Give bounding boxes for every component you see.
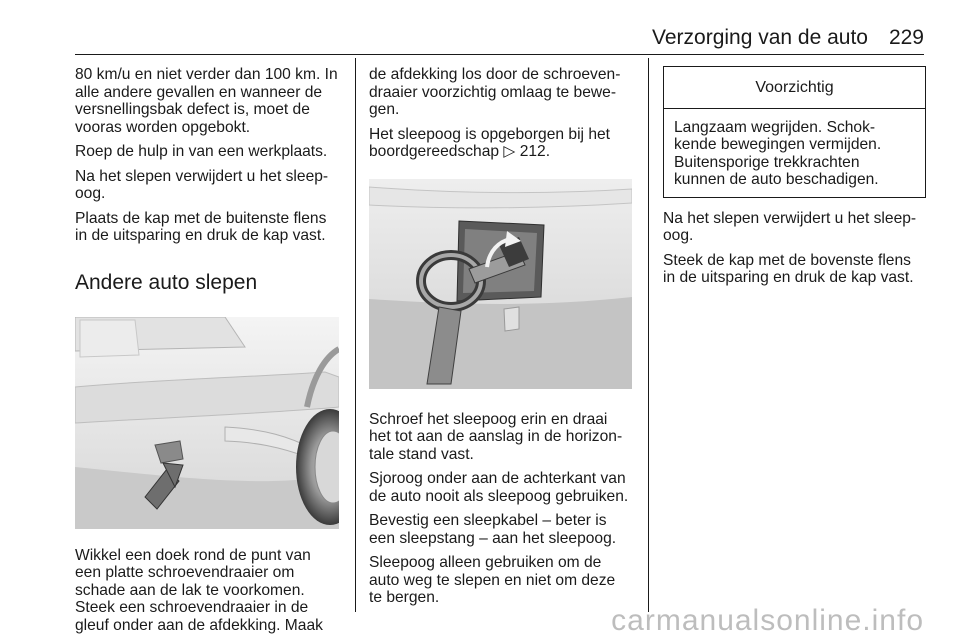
paragraph: de afdekking los door de schroeven- draaier voorzichtig omlaag te bewe- gen.: [369, 66, 621, 118]
paragraph: Plaats de kap met de buitenste flens in de uitsparing en druk de kap vast.: [75, 209, 327, 244]
column-2: [369, 66, 635, 614]
paragraph: Na het slepen verwijdert u het sleep- oog.: [75, 167, 329, 202]
tow-eye-illustration: [369, 179, 632, 389]
tow-eye-photo: [369, 179, 632, 389]
section-heading: Andere auto slepen: [75, 270, 258, 294]
column-divider-1: [355, 58, 356, 612]
figure-caption: Wikkel een doek rond de punt van een platte schroevendraaier om schade aan de lak te voorkomen. Steek een schroevendraaier in de gleuf onder aan de afdekking. Maak: [75, 546, 323, 634]
paragraph: Steek de kap met de bovenste flens in de uitsparing en druk de kap vast.: [663, 251, 914, 286]
caution-box: [663, 66, 926, 198]
caution-text: Langzaam wegrijden. Schok- kende bewegingen vermijden. Buitensporige trekkrachten kunnen de auto beschadigen.: [674, 118, 882, 188]
paragraph: Het sleepoog is opgeborgen bij het boordgereedschap ▷ 212.: [369, 125, 611, 160]
column-1: [75, 66, 345, 641]
paragraph: Sleepoog alleen gebruiken om de auto weg te slepen en niet om deze te bergen.: [369, 554, 616, 606]
paragraph: Schroef het sleepoog erin en draai het tot aan de aanslag in de horizon- tale stand vast.: [369, 410, 623, 463]
column-divider-2: [648, 58, 649, 612]
car-rear-cover-photo: [75, 317, 339, 529]
header-title: Verzorging van de auto: [652, 26, 868, 49]
paragraph: Sjoroog onder aan de achterkant van de auto nooit als sleepoog gebruiken.: [369, 470, 629, 505]
paragraph: 80 km/u en niet verder dan 100 km. In alle andere gevallen en wanneer de versnellingsbak defect is, moet de vooras worden opgebokt.: [75, 66, 338, 136]
column-3: [663, 66, 926, 294]
watermark: carmanualsonline.info: [611, 604, 924, 637]
header-rule: [75, 54, 924, 55]
paragraph: Bevestig een sleepkabel – beter is een sleepstang – aan het sleepoog.: [369, 512, 617, 547]
paragraph: Na het slepen verwijdert u het sleep- oog.: [663, 209, 917, 244]
caution-title: Voorzichtig: [664, 67, 925, 109]
paragraph: Roep de hulp in van een werkplaats.: [75, 143, 328, 160]
car-rear-cover-illustration: [75, 317, 339, 529]
page-number: 229: [888, 26, 924, 49]
